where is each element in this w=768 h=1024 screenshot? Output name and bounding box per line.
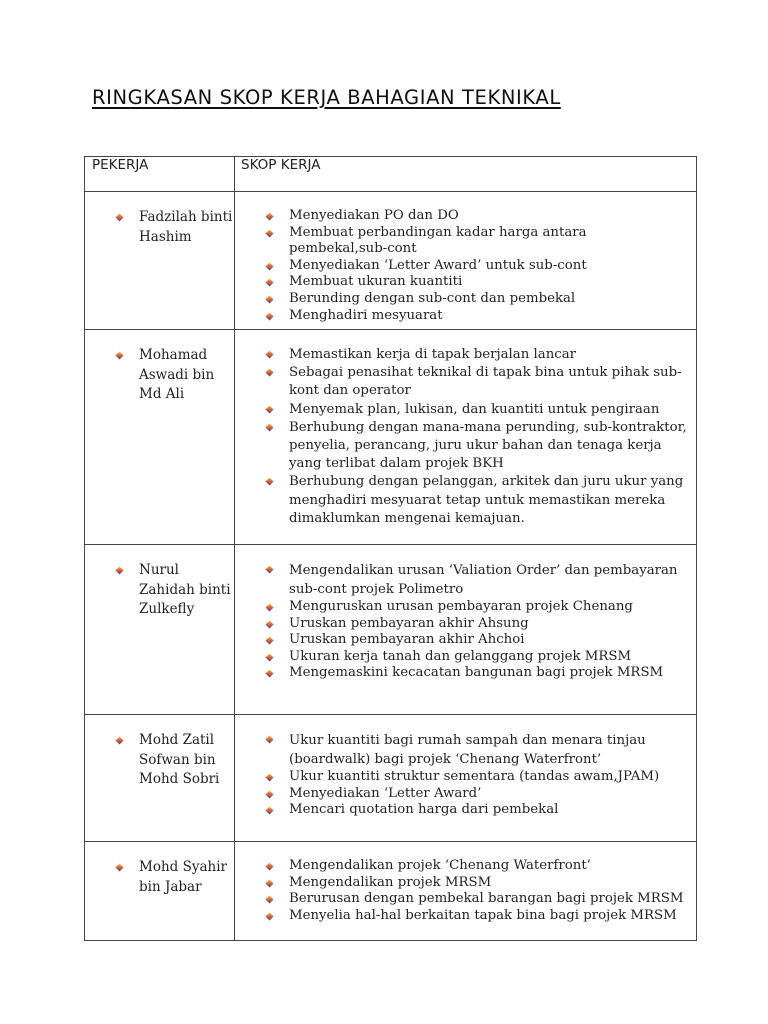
diamond-bullet-icon <box>265 312 274 321</box>
column-header-scope: SKOP KERJA <box>235 157 697 192</box>
diamond-bullet-icon <box>265 735 274 744</box>
task-item: Mencari quotation harga dari pembekal <box>289 802 688 819</box>
worker-name: Mohd Zatil Sofwan bin Mohd Sobri <box>85 715 234 790</box>
task-list <box>235 842 696 924</box>
diamond-bullet-icon <box>115 566 124 575</box>
scope-cell <box>235 842 697 941</box>
diamond-bullet-icon <box>115 351 124 360</box>
column-header-worker: PEKERJA <box>85 157 235 192</box>
task-item: Membuat perbandingan kadar harga antara pembekal,sub-cont <box>289 225 688 258</box>
task-item: Menyemak plan, lukisan, dan kuantiti untuk pengiraan <box>289 401 688 419</box>
scope-cell <box>235 192 697 330</box>
task-item: Berhubung dengan pelanggan, arkitek dan juru ukur yang menghadiri mesyuarat tetap untuk memastikan mereka dimaklumkan mengenai kemajuan. <box>289 473 688 528</box>
diamond-bullet-icon <box>265 653 274 662</box>
worker-cell <box>85 842 235 941</box>
page-title: RINGKASAN SKOP KERJA BAHAGIAN TEKNIKAL <box>92 86 561 109</box>
table-row <box>85 715 697 842</box>
task-item: Uruskan pembayaran akhir Ahchoi <box>289 632 688 649</box>
task-item: Menghadiri mesyuarat <box>289 308 688 325</box>
diamond-bullet-icon <box>115 863 124 872</box>
scope-cell <box>235 715 697 842</box>
worker-cell <box>85 330 235 545</box>
task-item: Berurusan dengan pembekal barangan bagi projek MRSM <box>289 891 688 908</box>
diamond-bullet-icon <box>265 350 274 359</box>
diamond-bullet-icon <box>265 262 274 271</box>
diamond-bullet-icon <box>265 773 274 782</box>
task-item: Menguruskan urusan pembayaran projek Chenang <box>289 599 688 616</box>
task-item: Menyediakan PO dan DO <box>289 208 688 225</box>
task-item: Ukur kuantiti struktur sementara (tandas awam,JPAM) <box>289 769 688 786</box>
task-list <box>235 545 696 682</box>
diamond-bullet-icon <box>265 405 274 414</box>
worker-name: Fadzilah binti Hashim <box>85 192 234 247</box>
task-item: Mengendalikan projek ‘Chenang Waterfront’ <box>289 858 688 875</box>
diamond-bullet-icon <box>265 477 274 486</box>
diamond-bullet-icon <box>265 669 274 678</box>
task-item: Menyediakan ‘Letter Award’ <box>289 786 688 803</box>
task-item: Menyediakan ‘Letter Award’ untuk sub-cont <box>289 258 688 275</box>
scope-cell <box>235 330 697 545</box>
diamond-bullet-icon <box>265 620 274 629</box>
worker-cell <box>85 715 235 842</box>
table-row <box>85 330 697 545</box>
scope-cell <box>235 545 697 715</box>
task-item: Membuat ukuran kuantiti <box>289 274 688 291</box>
task-item: Ukuran kerja tanah dan gelanggang projek MRSM <box>289 649 688 666</box>
diamond-bullet-icon <box>265 912 274 921</box>
task-list <box>235 330 696 528</box>
table-row <box>85 192 697 330</box>
diamond-bullet-icon <box>265 603 274 612</box>
diamond-bullet-icon <box>265 565 274 574</box>
diamond-bullet-icon <box>115 736 124 745</box>
task-list <box>235 715 696 819</box>
diamond-bullet-icon <box>265 423 274 432</box>
task-item: Menyelia hal-hal berkaitan tapak bina bagi projek MRSM <box>289 908 688 925</box>
task-item: Sebagai penasihat teknikal di tapak bina untuk pihak sub-kont dan operator <box>289 364 688 400</box>
diamond-bullet-icon <box>265 636 274 645</box>
diamond-bullet-icon <box>265 278 274 287</box>
worker-cell <box>85 192 235 330</box>
table-row <box>85 842 697 941</box>
table-row <box>85 545 697 715</box>
task-item: Berunding dengan sub-cont dan pembekal <box>289 291 688 308</box>
diamond-bullet-icon <box>265 229 274 238</box>
diamond-bullet-icon <box>265 862 274 871</box>
task-item: Mengendalikan projek MRSM <box>289 875 688 892</box>
worker-name: Nurul Zahidah binti Zulkefly <box>85 545 234 620</box>
task-item: Uruskan pembayaran akhir Ahsung <box>289 616 688 633</box>
diamond-bullet-icon <box>265 212 274 221</box>
task-item: Mengemaskini kecacatan bangunan bagi projek MRSM <box>289 665 688 682</box>
task-item: Ukur kuantiti bagi rumah sampah dan menara tinjau (boardwalk) bagi projek ‘Chenang Waterfront’ <box>289 731 688 769</box>
diamond-bullet-icon <box>265 895 274 904</box>
diamond-bullet-icon <box>115 213 124 222</box>
worker-cell <box>85 545 235 715</box>
task-item: Mengendalikan urusan ‘Valiation Order’ dan pembayaran sub-cont projek Polimetro <box>289 561 688 599</box>
worker-name: Mohd Syahir bin Jabar <box>85 842 234 897</box>
task-list <box>235 192 696 324</box>
diamond-bullet-icon <box>265 806 274 815</box>
diamond-bullet-icon <box>265 879 274 888</box>
diamond-bullet-icon <box>265 790 274 799</box>
worker-name: Mohamad Aswadi bin Md Ali <box>85 330 234 405</box>
table-header-row <box>85 157 697 192</box>
task-item: Memastikan kerja di tapak berjalan lancar <box>289 346 688 364</box>
work-scope-table <box>84 156 697 941</box>
diamond-bullet-icon <box>265 368 274 377</box>
diamond-bullet-icon <box>265 295 274 304</box>
task-item: Berhubung dengan mana-mana perunding, sub-kontraktor, penyelia, perancang, juru ukur bahan dan tenaga kerja yang terlibat dalam projek BKH <box>289 419 688 474</box>
